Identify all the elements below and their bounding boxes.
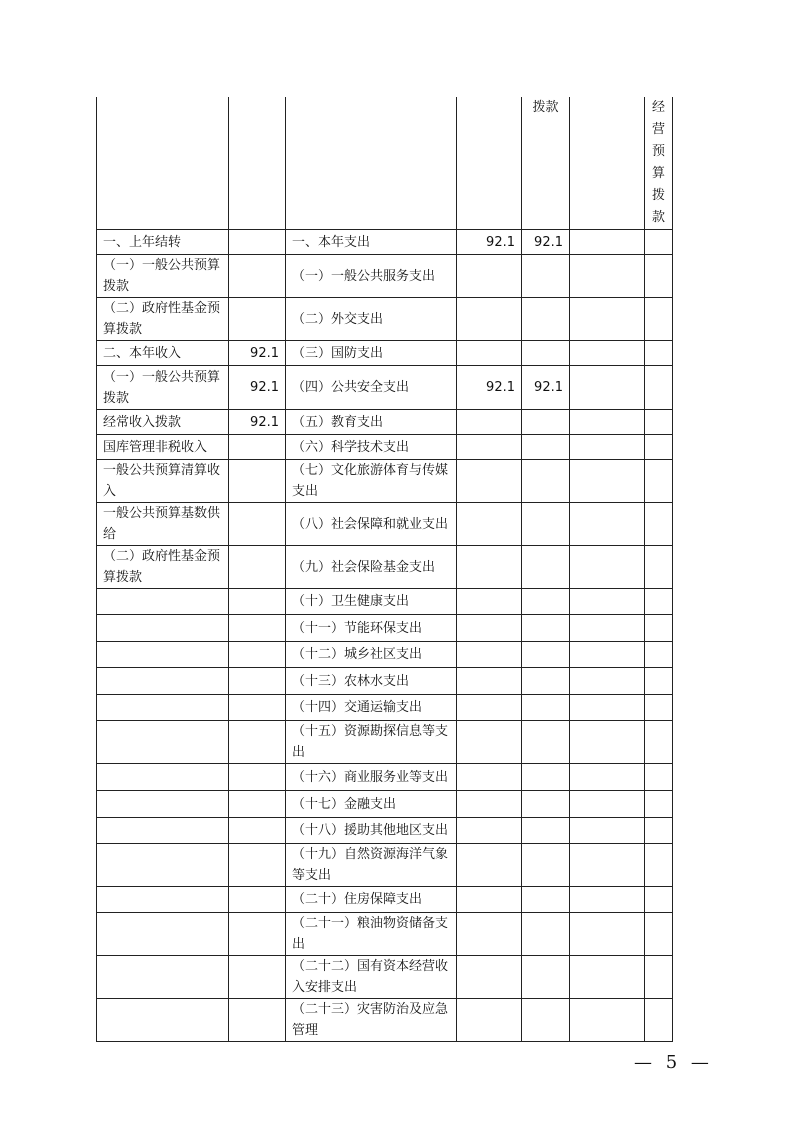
table-cell: （十七）金融支出 xyxy=(286,791,457,818)
table-cell xyxy=(522,764,570,791)
page-number: — 5 — xyxy=(634,1052,713,1073)
table-cell xyxy=(645,298,673,341)
table-cell xyxy=(522,642,570,668)
table-cell: 二、本年收入 xyxy=(97,341,229,366)
table-cell xyxy=(229,999,286,1042)
table-row xyxy=(97,844,673,887)
table-cell: （二十二）国有资本经营收入安排支出 xyxy=(286,956,457,999)
table-cell xyxy=(457,341,522,366)
table-row xyxy=(97,341,673,366)
table-cell xyxy=(457,642,522,668)
table-cell xyxy=(522,298,570,341)
table-row xyxy=(97,695,673,721)
table-cell xyxy=(522,721,570,764)
table-cell xyxy=(229,887,286,913)
table-cell xyxy=(229,460,286,503)
header-row xyxy=(97,97,673,230)
table-cell: （十六）商业服务业等支出 xyxy=(286,764,457,791)
table-row xyxy=(97,818,673,844)
table-cell xyxy=(570,230,645,255)
table-cell xyxy=(229,503,286,546)
table-cell: （八）社会保障和就业支出 xyxy=(286,503,457,546)
table-cell xyxy=(570,764,645,791)
table-cell xyxy=(229,818,286,844)
table-cell xyxy=(229,721,286,764)
table-cell: （九）社会保险基金支出 xyxy=(286,546,457,589)
table-row xyxy=(97,503,673,546)
table-cell: 一般公共预算基数供给 xyxy=(97,503,229,546)
table-row xyxy=(97,913,673,956)
table-cell xyxy=(97,615,229,642)
table-cell xyxy=(645,695,673,721)
table-cell xyxy=(645,615,673,642)
header-cell-3 xyxy=(286,97,457,230)
table-cell xyxy=(457,913,522,956)
table-row xyxy=(97,366,673,410)
table-cell xyxy=(97,764,229,791)
header-cell-7 xyxy=(645,97,673,230)
table-cell xyxy=(229,435,286,460)
header-cell-5 xyxy=(522,97,570,230)
table-cell xyxy=(570,791,645,818)
table-cell: （一）一般公共预算拨款 xyxy=(97,255,229,298)
table-cell xyxy=(570,695,645,721)
table-cell xyxy=(457,695,522,721)
table-cell xyxy=(570,721,645,764)
table-cell xyxy=(229,695,286,721)
table-cell xyxy=(645,460,673,503)
table-row xyxy=(97,460,673,503)
table-cell xyxy=(522,460,570,503)
table-cell xyxy=(522,791,570,818)
table-cell xyxy=(570,818,645,844)
table-row xyxy=(97,435,673,460)
table-cell xyxy=(645,844,673,887)
table-cell xyxy=(97,956,229,999)
table-cell xyxy=(645,887,673,913)
table-cell xyxy=(457,721,522,764)
table-cell xyxy=(570,546,645,589)
table-row xyxy=(97,668,673,695)
table-cell xyxy=(570,341,645,366)
header-label-grant: 拨款 xyxy=(532,100,559,115)
table-cell: （十九）自然资源海洋气象等支出 xyxy=(286,844,457,887)
table-cell xyxy=(570,366,645,410)
header-label-operating-budget-grant: 经营预算拨款 xyxy=(651,100,665,225)
table-cell xyxy=(645,818,673,844)
table-cell: （五）教育支出 xyxy=(286,410,457,435)
table-row xyxy=(97,887,673,913)
table-cell xyxy=(457,999,522,1042)
table-cell xyxy=(570,410,645,435)
table-cell xyxy=(645,230,673,255)
table-cell xyxy=(645,791,673,818)
table-cell xyxy=(457,668,522,695)
table-cell xyxy=(645,642,673,668)
table-cell: （四）公共安全支出 xyxy=(286,366,457,410)
table-row xyxy=(97,721,673,764)
table-cell: 92.1 xyxy=(229,410,286,435)
table-cell: 一般公共预算清算收入 xyxy=(97,460,229,503)
table-cell xyxy=(645,589,673,615)
table-row xyxy=(97,410,673,435)
table-cell xyxy=(457,887,522,913)
table-cell: （十）卫生健康支出 xyxy=(286,589,457,615)
table-cell xyxy=(645,341,673,366)
table-cell xyxy=(570,503,645,546)
table-cell xyxy=(522,615,570,642)
table-cell xyxy=(570,999,645,1042)
table-cell xyxy=(522,844,570,887)
table-cell xyxy=(457,546,522,589)
table-cell: （一）一般公共预算拨款 xyxy=(97,366,229,410)
table-row xyxy=(97,956,673,999)
table-cell xyxy=(570,255,645,298)
table-cell xyxy=(522,503,570,546)
table-cell xyxy=(570,435,645,460)
table-cell: （二）政府性基金预算拨款 xyxy=(97,298,229,341)
table-row xyxy=(97,589,673,615)
table-cell xyxy=(570,887,645,913)
table-row xyxy=(97,615,673,642)
table-cell xyxy=(97,913,229,956)
table-cell: （二）外交支出 xyxy=(286,298,457,341)
table-cell: 一、上年结转 xyxy=(97,230,229,255)
table-cell xyxy=(457,460,522,503)
table-cell xyxy=(229,255,286,298)
table-cell xyxy=(97,999,229,1042)
table-cell xyxy=(522,341,570,366)
table-cell: （二十）住房保障支出 xyxy=(286,887,457,913)
table-cell xyxy=(645,913,673,956)
table-cell xyxy=(457,298,522,341)
table-cell xyxy=(522,695,570,721)
table-cell: 经常收入拨款 xyxy=(97,410,229,435)
table-cell xyxy=(522,818,570,844)
table-cell xyxy=(229,668,286,695)
header-cell-4 xyxy=(457,97,522,230)
table-cell xyxy=(229,956,286,999)
table-cell xyxy=(457,615,522,642)
table-cell xyxy=(570,298,645,341)
table-cell: （六）科学技术支出 xyxy=(286,435,457,460)
table-cell xyxy=(645,410,673,435)
table-cell xyxy=(229,764,286,791)
table-cell xyxy=(570,913,645,956)
table-cell xyxy=(645,999,673,1042)
table-cell: （七）文化旅游体育与传媒支出 xyxy=(286,460,457,503)
table-row xyxy=(97,764,673,791)
table-cell xyxy=(457,255,522,298)
table-cell xyxy=(570,589,645,615)
table-cell xyxy=(522,410,570,435)
table-cell xyxy=(645,956,673,999)
table-cell: 92.1 xyxy=(522,230,570,255)
table-cell: （十二）城乡社区支出 xyxy=(286,642,457,668)
table-cell xyxy=(229,615,286,642)
table-cell xyxy=(229,844,286,887)
table-cell: 92.1 xyxy=(522,366,570,410)
table-cell xyxy=(522,435,570,460)
table-row xyxy=(97,255,673,298)
table-cell xyxy=(229,546,286,589)
table-cell xyxy=(522,999,570,1042)
table-row xyxy=(97,642,673,668)
table-cell: 92.1 xyxy=(457,230,522,255)
table-cell: （二十三）灾害防治及应急管理 xyxy=(286,999,457,1042)
table-cell xyxy=(570,642,645,668)
table-row xyxy=(97,999,673,1042)
table-cell xyxy=(229,642,286,668)
table-cell: （十五）资源勘探信息等支出 xyxy=(286,721,457,764)
table-cell xyxy=(97,589,229,615)
table-cell xyxy=(522,589,570,615)
table-cell: （一）一般公共服务支出 xyxy=(286,255,457,298)
table-cell: （二十一）粮油物资储备支出 xyxy=(286,913,457,956)
table-cell xyxy=(457,764,522,791)
table-cell xyxy=(97,721,229,764)
table-cell xyxy=(457,435,522,460)
table-cell: 92.1 xyxy=(229,341,286,366)
table-cell xyxy=(522,887,570,913)
table-cell xyxy=(457,818,522,844)
table-cell xyxy=(457,791,522,818)
table-cell xyxy=(457,503,522,546)
header-cell-1 xyxy=(97,97,229,230)
table-cell xyxy=(229,589,286,615)
table-cell xyxy=(522,668,570,695)
table-cell: （十三）农林水支出 xyxy=(286,668,457,695)
table-cell xyxy=(570,460,645,503)
table-cell xyxy=(522,546,570,589)
table-cell xyxy=(229,298,286,341)
table-cell xyxy=(645,764,673,791)
table-row xyxy=(97,230,673,255)
table-cell xyxy=(97,668,229,695)
table-cell xyxy=(570,668,645,695)
table-cell xyxy=(645,503,673,546)
table-cell xyxy=(522,913,570,956)
table-cell xyxy=(570,615,645,642)
table-cell xyxy=(645,721,673,764)
table-cell xyxy=(97,887,229,913)
table-row xyxy=(97,546,673,589)
table-cell xyxy=(457,844,522,887)
table-cell xyxy=(645,546,673,589)
table-cell xyxy=(570,956,645,999)
table-cell: （十一）节能环保支出 xyxy=(286,615,457,642)
table-cell: （三）国防支出 xyxy=(286,341,457,366)
table-cell: （二）政府性基金预算拨款 xyxy=(97,546,229,589)
table-cell xyxy=(229,913,286,956)
table-cell xyxy=(645,668,673,695)
table-cell xyxy=(457,410,522,435)
header-cell-6 xyxy=(570,97,645,230)
table-cell: 92.1 xyxy=(457,366,522,410)
table-cell: 国库管理非税收入 xyxy=(97,435,229,460)
table-cell xyxy=(229,791,286,818)
table-cell xyxy=(97,844,229,887)
table-cell xyxy=(97,695,229,721)
table-cell: 92.1 xyxy=(229,366,286,410)
table-cell xyxy=(570,844,645,887)
table-cell xyxy=(645,435,673,460)
header-cell-2 xyxy=(229,97,286,230)
table-cell xyxy=(457,589,522,615)
table-row xyxy=(97,298,673,341)
table-cell xyxy=(457,956,522,999)
table-cell xyxy=(645,255,673,298)
budget-table xyxy=(96,97,673,1042)
table-cell xyxy=(97,818,229,844)
table-cell xyxy=(522,255,570,298)
table-cell: （十八）援助其他地区支出 xyxy=(286,818,457,844)
table-cell xyxy=(229,230,286,255)
table-row xyxy=(97,791,673,818)
table-cell xyxy=(97,791,229,818)
table-cell xyxy=(522,956,570,999)
table-cell: （十四）交通运输支出 xyxy=(286,695,457,721)
table-cell xyxy=(97,642,229,668)
table-cell: 一、本年支出 xyxy=(286,230,457,255)
table-cell xyxy=(645,366,673,410)
